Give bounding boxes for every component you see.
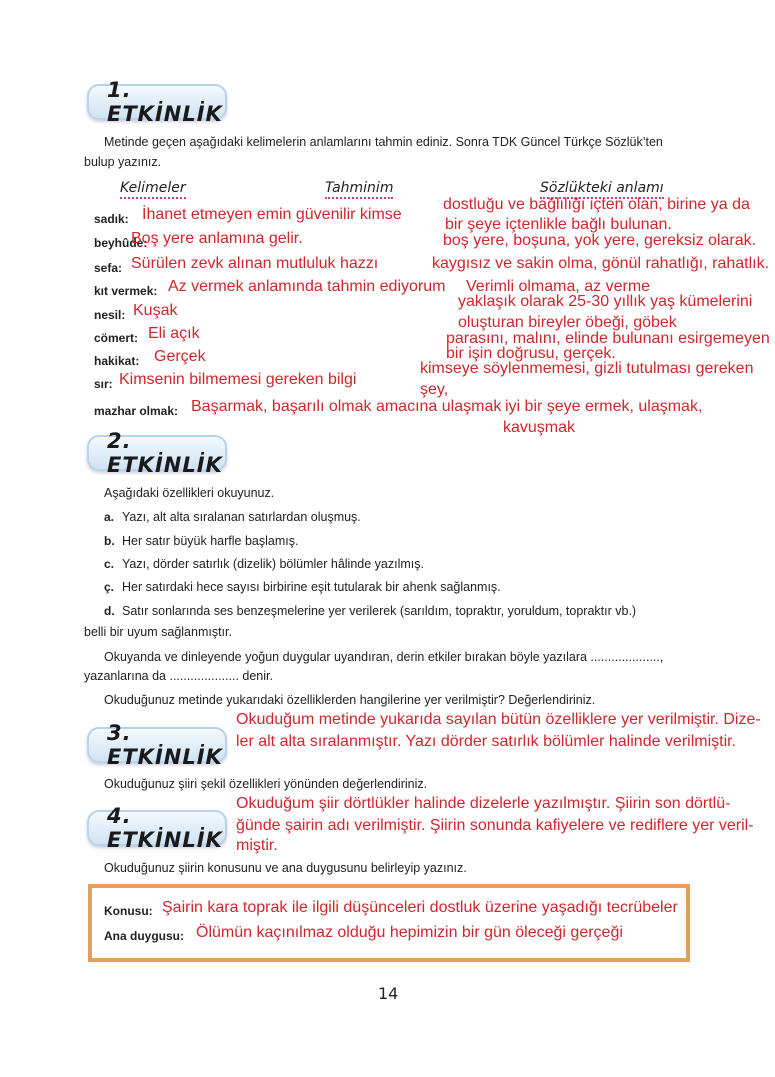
activity-1-title: 1. ETKİNLİK bbox=[87, 84, 227, 120]
dictionary-meaning: iyi bir şeye ermek, ulaşmak, bbox=[505, 398, 703, 415]
item-text: Yazı, alt alta sıralanan satırlardan oluşmuş. bbox=[122, 510, 361, 524]
word-label: sadık: bbox=[94, 212, 129, 226]
duygu-label: Ana duygusu: bbox=[104, 929, 184, 943]
answer: Okuduğum metinde yukarıda sayılan bütün özelliklere yer verilmiştir. Dize- bbox=[236, 711, 761, 728]
konu-answer: Şairin kara toprak ile ilgili düşünceleri dostluk üzerine yaşadığı tecrübeler bbox=[162, 899, 678, 916]
guess-answer: Kimsenin bilmemesi gereken bilgi bbox=[119, 371, 357, 388]
dictionary-meaning: kimseye söylenmemesi, gizli tutulması gereken bbox=[420, 360, 754, 377]
word-label: cömert: bbox=[94, 331, 139, 345]
question: Okuduğunuz şiiri şekil özellikleri yönünden değerlendiriniz. bbox=[104, 777, 428, 791]
item-key: c. bbox=[104, 557, 115, 571]
dictionary-meaning: parasını, malını, elinde bulunanı esirgemeyen bbox=[446, 330, 770, 347]
item-d-cont: belli bir uyum sağlanmıştır. bbox=[84, 625, 232, 639]
dictionary-meaning: dostluğu ve bağlılığı içten olan, birine ya da bbox=[443, 196, 750, 213]
word-label: hakikat: bbox=[94, 354, 140, 368]
word-label: mazhar olmak: bbox=[94, 404, 179, 418]
item-key: a. bbox=[104, 510, 115, 524]
header-words: Kelimeler bbox=[120, 180, 186, 199]
activity-2-title: 2. ETKİNLİK bbox=[87, 435, 227, 471]
answer: ğünde şairin adı verilmiştir. Şiirin sonunda kafiyelere ve rediflere yer veril- bbox=[236, 817, 754, 834]
word-label: sır: bbox=[94, 377, 113, 391]
item-key: d. bbox=[104, 604, 115, 618]
guess-answer: Boş yere anlamına gelir. bbox=[131, 230, 303, 247]
guess-answer: Az vermek anlamında tahmin ediyorum bbox=[168, 278, 446, 295]
instruction: Metinde geçen aşağıdaki kelimelerin anlamlarını tahmin ediniz. Sonra TDK Güncel Türkçe Sözlük’ten bbox=[104, 135, 663, 149]
answer: ler alt alta sıralanmıştır. Yazı dörder satırlık bölümler halinde verilmiştir. bbox=[236, 733, 737, 750]
item-text: Satır sonlarında ses benzeşmelerine yer verilerek (sarıldım, topraktır, yoruldum, topraktır vb.) bbox=[122, 604, 637, 618]
word-label: beyhûde: bbox=[94, 236, 148, 250]
header-meaning: Sözlükteki anlamı bbox=[540, 180, 664, 199]
activity-3-title: 3. ETKİNLİK bbox=[87, 727, 227, 763]
dictionary-meaning: Verimli olmama, az verme bbox=[466, 278, 651, 295]
paragraph: Okuyanda ve dinleyende yoğun duygular uyandıran, derin etkiler bırakan böyle yazılara ...................., bbox=[104, 650, 664, 664]
question: Okuduğunuz metinde yukarıdaki özelliklerden hangilerine yer verilmiştir? Değerlendiriniz. bbox=[104, 693, 596, 707]
word-label: nesil: bbox=[94, 308, 126, 322]
item-text: Her satır büyük harfle başlamış. bbox=[122, 534, 299, 548]
dictionary-meaning: oluşturan bireyler öbeği, göbek bbox=[458, 314, 677, 331]
guess-answer: Sürülen zevk alınan mutluluk hazzı bbox=[131, 255, 379, 272]
page-number: 14 bbox=[378, 984, 399, 1003]
dictionary-meaning: boş yere, boşuna, yok yere, gereksiz olarak. bbox=[443, 232, 757, 249]
answer: Okuduğum şiir dörtlükler halinde dizelerle yazılmıştır. Şiirin son dörtlü- bbox=[236, 795, 731, 812]
dictionary-meaning: yaklaşık olarak 25-30 yıllık yaş kümelerini bbox=[458, 293, 753, 310]
konu-label: Konusu: bbox=[104, 904, 153, 918]
answer: miştir. bbox=[236, 837, 278, 854]
activity-4-title: 4. ETKİNLİK bbox=[87, 810, 227, 846]
instruction: bulup yazınız. bbox=[84, 155, 162, 169]
dictionary-meaning: kavuşmak bbox=[503, 419, 576, 436]
word-label: sefa: bbox=[94, 261, 123, 275]
word-label: kıt vermek: bbox=[94, 284, 158, 298]
item-text: Her satırdaki hece sayısı birbirine eşit tutularak bir ahenk sağlanmış. bbox=[122, 580, 501, 594]
intro: Aşağıdaki özellikleri okuyunuz. bbox=[104, 486, 275, 500]
guess-answer: Kuşak bbox=[133, 302, 178, 319]
answer-box bbox=[88, 884, 690, 962]
guess-answer: Başarmak, başarılı olmak amacına ulaşmak bbox=[191, 398, 502, 415]
item-key: ç. bbox=[104, 580, 115, 594]
dictionary-meaning: şey, bbox=[420, 381, 449, 398]
item-key: b. bbox=[104, 534, 115, 548]
header-guess: Tahminim bbox=[325, 180, 393, 199]
dictionary-meaning: kaygısız ve sakin olma, gönül rahatlığı, rahatlık. bbox=[432, 255, 770, 272]
dictionary-meaning: bir işin doğrusu, gerçek. bbox=[446, 345, 616, 362]
dictionary-meaning: bir şeye içtenlikle bağlı bulunan. bbox=[445, 216, 672, 233]
item-text: Yazı, dörder satırlık (dizelik) bölümler hâlinde yazılmış. bbox=[122, 557, 424, 571]
guess-answer: Gerçek bbox=[154, 348, 206, 365]
duygu-answer: Ölümün kaçınılmaz olduğu hepimizin bir gün öleceği gerçeği bbox=[196, 924, 623, 941]
guess-answer: Eli açık bbox=[148, 325, 200, 342]
question: Okuduğunuz şiirin konusunu ve ana duygusunu belirleyip yazınız. bbox=[104, 861, 467, 875]
guess-answer: İhanet etmeyen emin güvenilir kimse bbox=[142, 206, 402, 223]
paragraph: yazanlarına da .................... denir. bbox=[84, 669, 273, 683]
